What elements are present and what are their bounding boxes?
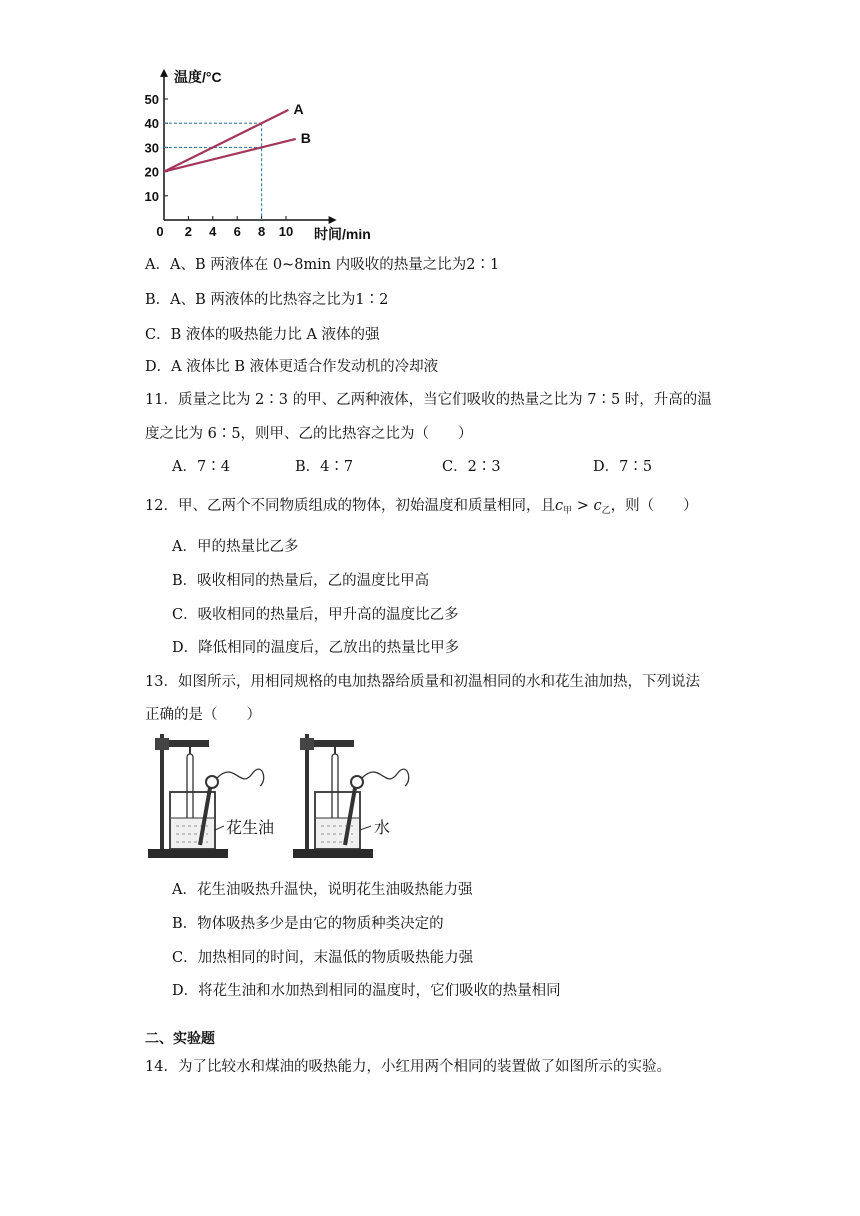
q10-option-c: C．B 液体的吸热能力比 A 液体的强 <box>145 327 380 343</box>
y-tick-label: 10 <box>144 188 159 204</box>
q13-option-b: B．物体吸热多少是由它的物质种类决定的 <box>172 916 444 932</box>
clamp-arm <box>169 740 209 747</box>
q10-option-a: A．A、B 两液体在 0~8min 内吸收的热量之比为2∶1 <box>145 257 500 273</box>
stand-base <box>293 849 373 858</box>
section-heading: 二、实验题 <box>145 1031 215 1047</box>
liquid <box>316 818 359 848</box>
x-tick-label: 2 <box>184 224 193 239</box>
q12-stem <box>145 494 698 516</box>
power-cord <box>362 769 409 786</box>
y-tick-label: 40 <box>144 116 159 132</box>
q12-stem-suffix: ，则（ ） <box>610 498 698 514</box>
series-line-b <box>164 139 296 172</box>
y-axis-label: 温度/°C <box>174 69 222 85</box>
x-axis-label: 时间/min <box>314 226 371 242</box>
power-cord <box>217 769 264 786</box>
q11-option-b: B．4∶7 <box>295 459 354 475</box>
temperature-time-chart <box>140 62 390 248</box>
label-water: 水 <box>374 818 391 837</box>
stand-clamp <box>155 738 169 750</box>
x-tick-label: 10 <box>278 224 294 239</box>
q11-option-d: D．7∶5 <box>593 459 653 475</box>
label-peanut-oil: 花生油 <box>226 818 275 837</box>
q12-option-c: C．吸收相同的热量后，甲升高的温度比乙多 <box>172 607 459 623</box>
sub-jia: 甲 <box>563 506 573 516</box>
greater-than: > <box>572 498 594 514</box>
c-symbol: c <box>593 498 602 514</box>
q12-stem-prefix: 12．甲、乙两个不同物质组成的物体，初始温度和质量相同，且 <box>145 498 555 514</box>
stand-clamp <box>300 738 314 750</box>
series-line-a <box>164 110 288 172</box>
stand-rod <box>160 734 164 849</box>
q11-option-a: A．7∶4 <box>172 459 230 475</box>
q13-option-d: D．将花生油和水加热到相同的温度时，它们吸收的热量相同 <box>172 983 561 999</box>
y-axis-arrow <box>160 69 168 77</box>
c-symbol: c <box>554 498 564 514</box>
q13-option-a: A．花生油吸热升温快，说明花生油吸热能力强 <box>172 882 473 898</box>
q12-option-a: A．甲的热量比乙多 <box>172 539 299 555</box>
q14-stem: 14．为了比较水和煤油的吸热能力，小红用两个相同的装置做了如图所示的实验。 <box>145 1059 671 1075</box>
q11-stem-line2: 度之比为 6∶5，则甲、乙的比热容之比为（ ） <box>145 426 473 442</box>
q10-option-b: B．A、B 两液体的比热容之比为1∶2 <box>145 292 389 308</box>
x-tick-label: 6 <box>233 224 241 239</box>
heater-head <box>351 776 363 788</box>
series-label-a: A <box>293 100 304 117</box>
clamp-arm <box>314 740 354 747</box>
q13-stem-line1: 13．如图所示，用相同规格的电加热器给质量和初温相同的水和花生油加热，下列说法 <box>145 674 700 690</box>
q11-options <box>172 455 732 475</box>
q12-option-d: D．降低相同的温度后，乙放出的热量比甲多 <box>172 640 460 656</box>
x-tick-label: 8 <box>257 224 266 239</box>
water-apparatus <box>285 730 435 865</box>
x-tick-label: 4 <box>209 224 217 239</box>
series-label-b: B <box>300 129 311 146</box>
stand-rod <box>305 734 309 849</box>
q13-stem-line2: 正确的是（ ） <box>145 707 261 723</box>
y-tick-label: 50 <box>144 92 159 107</box>
q11-option-c: C．2∶3 <box>442 459 501 475</box>
q11-stem-line1: 11．质量之比为 2∶3 的甲、乙两种液体，当它们吸收的热量之比为 7∶5 时，升高的温 <box>145 392 712 408</box>
heater-head <box>206 776 218 788</box>
sub-yi: 乙 <box>601 506 611 516</box>
liquid <box>171 818 214 848</box>
peanut-oil-apparatus <box>140 730 290 865</box>
stand-base <box>148 849 228 858</box>
q10-option-d: D．A 液体比 B 液体更适合作发动机的冷却液 <box>145 359 439 375</box>
x-tick-label: 0 <box>156 224 164 239</box>
y-tick-label: 20 <box>144 164 159 180</box>
q13-option-c: C．加热相同的时间，末温低的物质吸热能力强 <box>172 950 474 966</box>
q12-option-b: B．吸收相同的热量后，乙的温度比甲高 <box>172 573 430 589</box>
y-tick-label: 30 <box>144 140 159 156</box>
x-axis-arrow <box>329 216 337 224</box>
